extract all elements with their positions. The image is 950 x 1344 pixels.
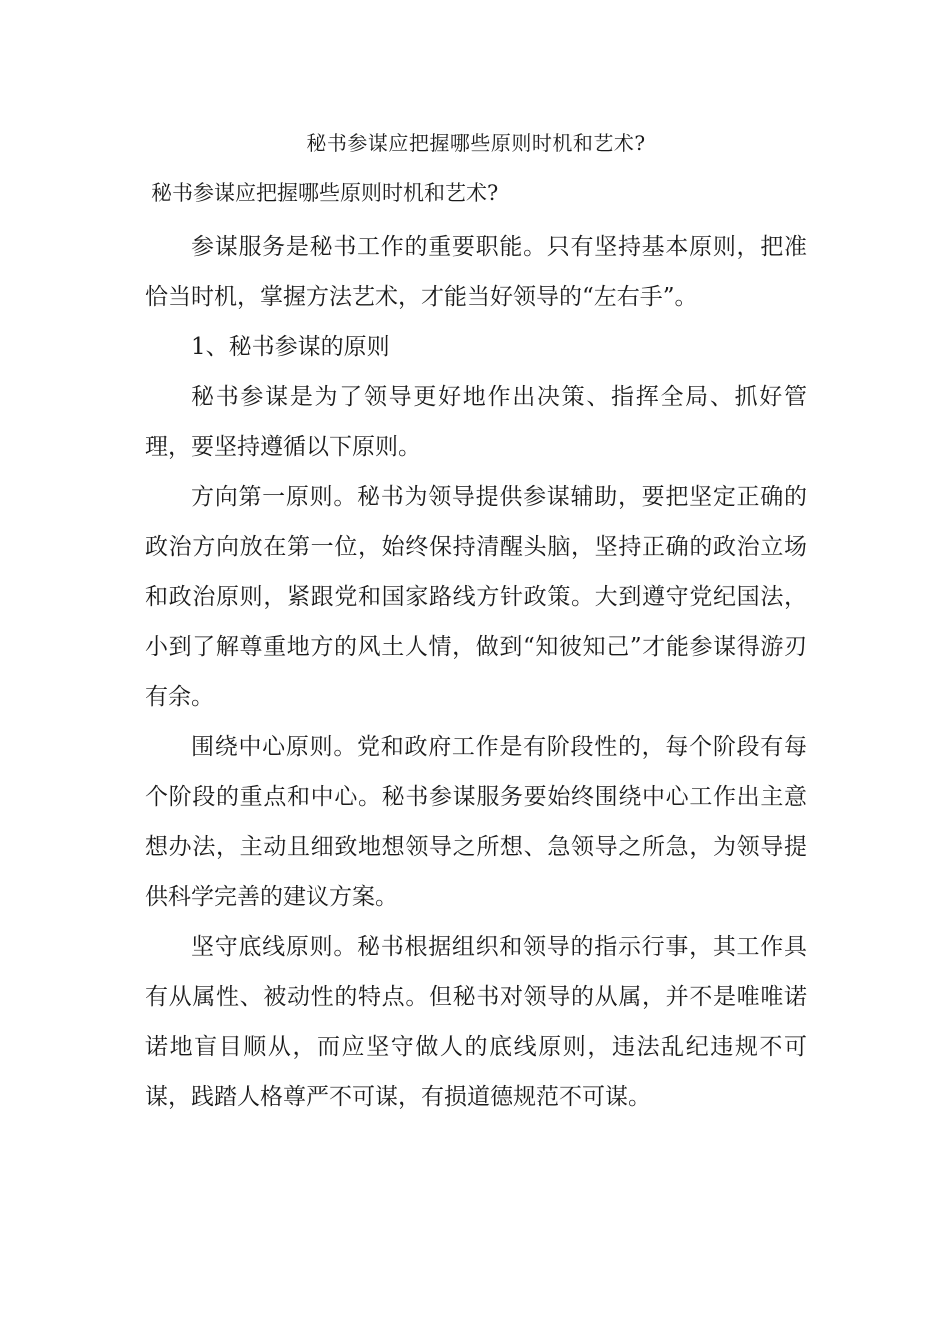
paragraph-bottom-line: 坚守底线原则。秘书根据组织和领导的指示行事，其工作具有从属性、被动性的特点。但秘书对领导的从属，并不是唯唯诺诺地盲目顺从，而应坚守做人的底线原则，违法乱纪违规不可谋，践踏人格尊严不可谋，有损道德规范不可谋。	[145, 934, 807, 1110]
paragraph-principles-overview: 秘书参谋是为了领导更好地作出决策、指挥全局、抓好管理，要坚持遵循以下原则。	[145, 384, 807, 460]
paragraph-center-focus: 围绕中心原则。党和政府工作是有阶段性的，每个阶段有每个阶段的重点和中心。秘书参谋服务要始终围绕中心工作出主意想办法，主动且细致地想领导之所想、急领导之所急，为领导提供科学完善的建议方案。	[145, 734, 807, 910]
document-body	[145, 130, 807, 1122]
document-subtitle: 秘书参谋应把握哪些原则时机和艺术?	[151, 181, 499, 205]
paragraph-intro: 参谋服务是秘书工作的重要职能。只有坚持基本原则，把准恰当时机，掌握方法艺术，才能当好领导的“左右手”。	[145, 234, 807, 310]
document-title: 秘书参谋应把握哪些原则时机和艺术?	[306, 131, 646, 155]
section-heading-principles: 1、秘书参谋的原则	[191, 334, 390, 360]
paragraph-direction-first: 方向第一原则。秘书为领导提供参谋辅助，要把坚定正确的政治方向放在第一位，始终保持清醒头脑，坚持正确的政治立场和政治原则，紧跟党和国家路线方针政策。大到遵守党纪国法，小到了解尊重地方的风土人情，做到“知彼知己”才能参谋得游刃有余。	[145, 484, 807, 710]
